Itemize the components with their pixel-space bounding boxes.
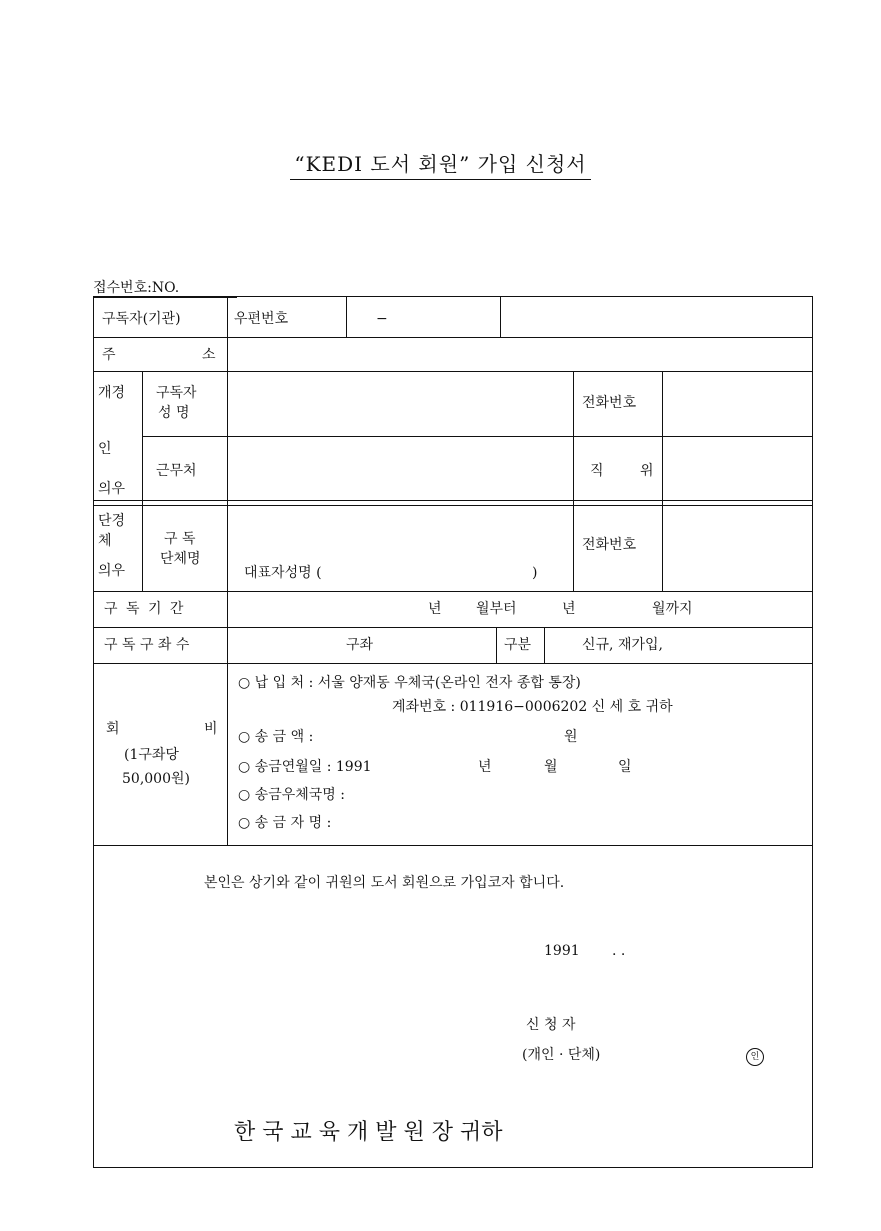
fee-label-1: 회	[106, 721, 120, 737]
applicant-type: (개인 · 단체)	[522, 1047, 601, 1063]
fee-amount: 50,000원)	[122, 771, 190, 787]
group-label-1: 단경	[98, 513, 126, 529]
application-form	[93, 296, 813, 1168]
group-name-label-2: 단체명	[160, 551, 201, 567]
group-label-3: 의우	[98, 563, 126, 579]
subscriber-name-label-1: 구독자	[156, 385, 197, 401]
receipt-number: 접수번호:NO.	[93, 277, 237, 298]
postal-code-dash: −	[376, 311, 388, 327]
phone-label: 전화번호	[582, 395, 637, 411]
fee-item-post-office: ○ 송금우체국명 :	[238, 787, 345, 803]
subscriber-name-label-2: 성 명	[158, 405, 190, 421]
period-label: 구 독 기 간	[104, 601, 186, 617]
fee-item-month: 월	[544, 759, 558, 775]
fee-item-sender: ○ 송 금 자 명 :	[238, 815, 332, 831]
period-from: 월부터	[476, 601, 517, 617]
fee-item-won: 원	[564, 729, 578, 745]
subscriber-org-label: 구독자(기관)	[102, 311, 181, 327]
period-year1: 년	[428, 601, 442, 617]
fee-item-day: 일	[618, 759, 632, 775]
group-name-label-1: 구 독	[164, 531, 196, 547]
period-to: 월까지	[652, 601, 693, 617]
position-label-1: 직	[590, 463, 604, 479]
postal-code-label: 우편번호	[234, 311, 289, 327]
seal-icon: 인	[746, 1047, 764, 1066]
applicant-label: 신 청 자	[526, 1017, 576, 1033]
position-label-2: 위	[640, 463, 654, 479]
address-label-1: 주	[102, 347, 116, 363]
form-title: “KEDI 도서 회원” 가입 신청서	[0, 148, 881, 177]
period-year2: 년	[562, 601, 576, 617]
date-dots: . .	[612, 943, 626, 959]
fee-per-account: (1구좌당	[124, 747, 179, 763]
representative-label: 대표자성명 (	[244, 565, 322, 581]
individual-label-3: 의우	[98, 481, 126, 497]
accounts-unit: 구좌	[346, 637, 374, 653]
footer-addressee: 한 국 교 육 개 발 원 장 귀하	[234, 1120, 503, 1145]
fee-item-account: 계좌번호 : 011916−0006202 신 세 호 귀하	[392, 699, 673, 715]
division-value: 신규, 재가입,	[582, 637, 663, 653]
representative-close: )	[532, 565, 538, 581]
workplace-label: 근무처	[156, 463, 197, 479]
fee-label-2: 비	[204, 721, 218, 737]
fee-item-date: ○ 송금연월일 : 1991	[238, 759, 372, 775]
group-phone-label: 전화번호	[582, 537, 637, 553]
fee-item-payee: ○ 납 입 처 : 서울 양재동 우체국(온라인 전자 종합 통장)	[238, 675, 581, 691]
date-year: 1991	[544, 943, 580, 959]
fee-item-year: 년	[478, 759, 492, 775]
declaration-text: 본인은 상기와 같이 귀원의 도서 회원으로 가입코자 합니다.	[204, 875, 565, 891]
group-label-2: 체	[98, 533, 112, 549]
accounts-label: 구 독 구 좌 수	[104, 637, 190, 653]
fee-item-remittance: ○ 송 금 액 :	[238, 729, 314, 745]
division-label: 구분	[504, 637, 532, 653]
address-label-2: 소	[202, 347, 216, 363]
individual-label-2: 인	[98, 441, 112, 457]
individual-label-1: 개경	[98, 385, 126, 401]
